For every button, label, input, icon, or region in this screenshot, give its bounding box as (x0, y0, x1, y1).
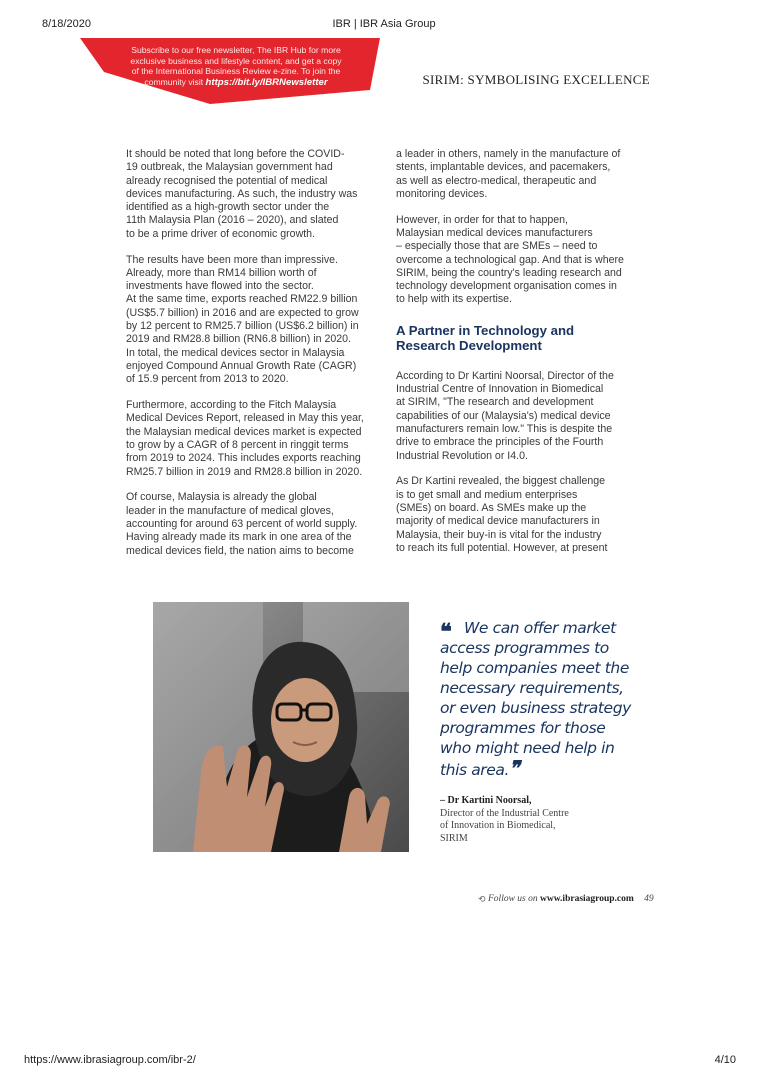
text-line: RM25.7 billion in 2019 and RM28.8 billion in 2020. (126, 465, 363, 478)
banner-line: exclusive business and lifestyle content, and get a copy (130, 55, 342, 66)
text-line: at SIRIM, "The research and development (396, 396, 594, 409)
text-line: of 15.9 percent from 2013 to 2020. (126, 373, 289, 386)
text-line: by 12 percent to RM25.7 billion (US$6.2 billion) in (126, 320, 359, 333)
text-line: already recognised the potential of medical (126, 174, 328, 187)
pull-quote (440, 618, 640, 780)
text-line: medical devices field, the nation aims to become (126, 544, 354, 557)
text-line: – especially those that are SMEs – need to (396, 240, 598, 253)
paragraph (396, 370, 646, 463)
text-line: However, in order for that to happen, (396, 213, 568, 226)
text-line: drive to embrace the principles of the Fourth (396, 436, 604, 449)
text-line: SIRIM, being the country's leading research and (396, 266, 622, 279)
text-line: (SMEs) on board. As SMEs make up the (396, 501, 587, 514)
text-line: 11th Malaysia Plan (2016 – 2020), and slated (126, 214, 339, 227)
text-line: leader in the manufacture of medical gloves, (126, 504, 334, 517)
text-line: accounting for around 63 percent of world supply. (126, 517, 358, 530)
quote-line: programmes for those (440, 719, 606, 737)
banner-line: community visit (144, 76, 204, 87)
text-line: to help with its expertise. (396, 293, 512, 306)
banner-line: of the International Business Review e-zine. To join the (131, 66, 341, 77)
heading-line: A Partner in Technology and (396, 322, 575, 338)
text-line: It should be noted that long before the COVID- (126, 148, 345, 160)
text-line: to grow by a CAGR of 8 percent in ringgit terms (126, 438, 349, 451)
text-line: stents, implantable devices, and pacemakers, (396, 161, 611, 174)
paragraph (126, 148, 376, 241)
text-line: (US$5.7 billion) in 2016 and are expected to grow (126, 306, 359, 319)
attribution-line: of Innovation in Biomedical, (440, 820, 556, 831)
print-title: IBR | IBR Asia Group (332, 18, 436, 30)
text-line: 19 outbreak, the Malaysian government had (126, 161, 333, 174)
text-line: 2019 and RM28.8 billion (RN6.8 billion) in 2020. (126, 333, 351, 346)
text-line: In total, the medical devices sector in Malaysia (126, 346, 345, 359)
text-line: capabilities of our (Malaysia's) medical device (396, 409, 611, 422)
print-page-number: 4/10 (714, 1054, 736, 1066)
text-line: identified as a high-growth sector under the (126, 201, 330, 214)
text-line: from 2019 to 2024. This includes exports reaching (126, 452, 361, 465)
attribution-name: – Dr Kartini Noorsal, (440, 795, 532, 806)
text-line: is to get small and medium enterprises (396, 488, 578, 501)
portrait-photo (153, 602, 409, 852)
quote-text (440, 618, 640, 780)
paragraph (126, 254, 376, 387)
paragraph (396, 148, 646, 201)
website-link[interactable]: www.ibrasiagroup.com (540, 894, 634, 904)
print-footer (0, 1054, 768, 1068)
article-left-column (126, 148, 376, 570)
quote-line: this area. (440, 761, 510, 779)
print-date: 8/18/2020 (42, 18, 91, 30)
text-line: a leader in others, namely in the manufacture of (396, 148, 621, 160)
text-line: as well as electro-medical, therapeutic and (396, 174, 597, 187)
paragraph (396, 475, 646, 555)
quote-line: necessary requirements, (440, 679, 624, 697)
text-line: At the same time, exports reached RM22.9 billion (126, 293, 358, 306)
text-line: Of course, Malaysia is already the global (126, 491, 317, 504)
share-icon: ⟲ (478, 894, 486, 904)
paragraph (396, 214, 646, 307)
text-line: overcome a technological gap. And that is where (396, 253, 624, 266)
running-title: SIRIM: SYMBOLISING EXCELLENCE (422, 72, 650, 87)
print-url[interactable]: https://www.ibrasiagroup.com/ibr-2/ (24, 1054, 196, 1066)
text-line: technology development organisation comes in (396, 280, 617, 293)
text-line: to reach its full potential. However, at present (396, 541, 608, 554)
banner-line: Subscribe to our free newsletter, The IBR Hub for more (131, 45, 341, 55)
text-line: Medical Devices Report, released in May this year, (126, 412, 364, 425)
quote-attribution (440, 795, 569, 845)
follow-us-footer (488, 894, 654, 904)
article-right-column (396, 148, 646, 568)
heading-line: Research Development (396, 338, 542, 354)
text-line: The results have been more than impressive. (126, 253, 338, 266)
text-line: enjoyed Compound Annual Growth Rate (CAGR) (126, 359, 357, 372)
text-line: monitoring devices. (396, 187, 488, 200)
text-line: investments have flowed into the sector. (126, 280, 314, 293)
text-line: Having already made its mark in one area of the (126, 531, 352, 544)
quote-line: help companies meet the (440, 659, 629, 677)
paragraph (126, 399, 376, 479)
text-line: Malaysia, their buy-in is vital for the industry (396, 528, 602, 541)
attribution-line: Director of the Industrial Centre (440, 807, 569, 819)
quote-line: We can offer market (464, 619, 616, 637)
print-header (0, 18, 768, 32)
open-quote-icon: ❝ (440, 619, 452, 645)
newsletter-link[interactable]: https://bit.ly/IBRNewsletter (205, 76, 328, 88)
text-line: Furthermore, according to the Fitch Malaysia (126, 399, 337, 412)
newsletter-banner[interactable] (118, 45, 354, 88)
close-quote-icon: ❞ (509, 756, 520, 780)
text-line: Malaysian medical devices manufacturers (396, 226, 593, 239)
quote-line: or even business strategy (440, 699, 631, 717)
text-line: As Dr Kartini revealed, the biggest challenge (396, 475, 606, 488)
follow-text: Follow us on (488, 894, 538, 904)
text-line: devices manufacturing. As such, the industry was (126, 187, 358, 200)
text-line: Already, more than RM14 billion worth of (126, 266, 317, 279)
paragraph (126, 491, 376, 557)
quote-line: access programmes to (440, 639, 609, 657)
portrait-illustration (153, 602, 409, 852)
quote-line: who might need help in (440, 739, 615, 757)
text-line: According to Dr Kartini Noorsal, Director of the (396, 369, 614, 382)
quote-line-last (440, 758, 640, 780)
text-line: to be a prime driver of economic growth. (126, 227, 316, 240)
text-line: Industrial Revolution or I4.0. (396, 449, 528, 462)
text-line: manufacturers remain low." This is despite the (396, 422, 613, 435)
attribution-line: SIRIM (440, 832, 468, 844)
section-heading (396, 323, 646, 354)
text-line: Industrial Centre of Innovation in Biomedical (396, 383, 604, 396)
text-line: the Malaysian medical devices market is expected (126, 425, 362, 438)
magazine-page-number: 49 (644, 894, 654, 904)
text-line: majority of medical device manufacturers in (396, 515, 600, 528)
